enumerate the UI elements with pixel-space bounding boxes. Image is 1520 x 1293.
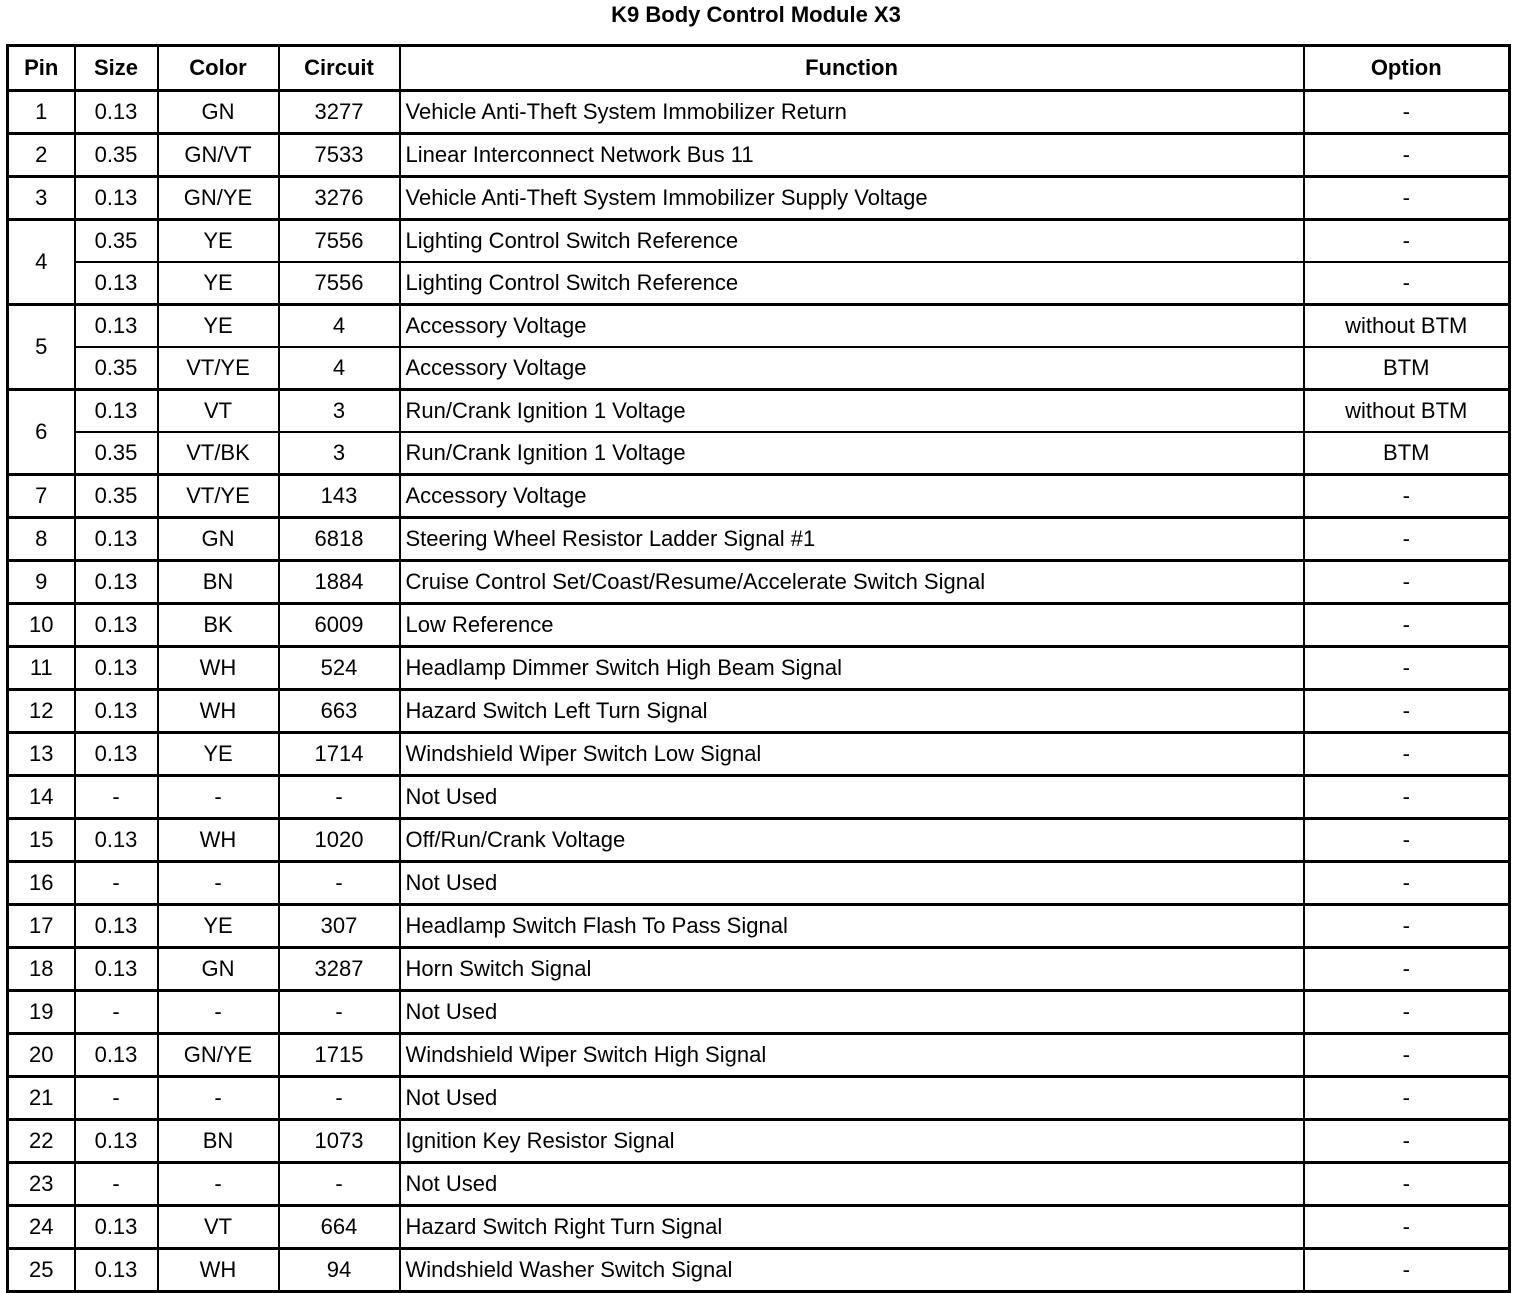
cell-size: 0.13: [75, 690, 158, 733]
cell-circuit: -: [279, 776, 400, 819]
cell-pin: 11: [8, 647, 75, 690]
cell-size: 0.35: [75, 347, 158, 390]
cell-function: Hazard Switch Left Turn Signal: [400, 690, 1304, 733]
cell-option: -: [1304, 1249, 1510, 1292]
cell-option: -: [1304, 819, 1510, 862]
cell-function: Not Used: [400, 991, 1304, 1034]
cell-size: 0.13: [75, 1206, 158, 1249]
header-function: Function: [400, 46, 1304, 91]
cell-pin: 14: [8, 776, 75, 819]
cell-option: -: [1304, 1120, 1510, 1163]
cell-option: -: [1304, 948, 1510, 991]
cell-pin: 19: [8, 991, 75, 1034]
cell-pin: 17: [8, 905, 75, 948]
cell-pin: 23: [8, 1163, 75, 1206]
cell-option: -: [1304, 475, 1510, 518]
header-size: Size: [75, 46, 158, 91]
cell-pin: 25: [8, 1249, 75, 1292]
cell-size: 0.13: [75, 647, 158, 690]
table-row: [8, 733, 1510, 776]
cell-color: WH: [158, 647, 279, 690]
cell-function: Linear Interconnect Network Bus 11: [400, 134, 1304, 177]
cell-color: -: [158, 1163, 279, 1206]
cell-circuit: 524: [279, 647, 400, 690]
table-row: [8, 134, 1510, 177]
cell-circuit: 1715: [279, 1034, 400, 1077]
cell-option: -: [1304, 262, 1510, 305]
table-row: [8, 220, 1510, 263]
cell-function: Lighting Control Switch Reference: [400, 220, 1304, 263]
cell-function: Headlamp Dimmer Switch High Beam Signal: [400, 647, 1304, 690]
cell-function: Windshield Wiper Switch High Signal: [400, 1034, 1304, 1077]
cell-size: 0.13: [75, 1120, 158, 1163]
cell-circuit: 307: [279, 905, 400, 948]
cell-color: WH: [158, 690, 279, 733]
cell-function: Run/Crank Ignition 1 Voltage: [400, 390, 1304, 433]
cell-function: Vehicle Anti-Theft System Immobilizer Return: [400, 91, 1304, 134]
cell-function: Ignition Key Resistor Signal: [400, 1120, 1304, 1163]
table-row: [8, 647, 1510, 690]
cell-circuit: 1714: [279, 733, 400, 776]
cell-size: 0.35: [75, 134, 158, 177]
cell-circuit: 1020: [279, 819, 400, 862]
cell-function: Not Used: [400, 776, 1304, 819]
table-row: [8, 862, 1510, 905]
cell-size: 0.13: [75, 733, 158, 776]
cell-pin: 5: [8, 305, 75, 390]
cell-color: BN: [158, 1120, 279, 1163]
cell-size: -: [75, 1163, 158, 1206]
cell-size: 0.35: [75, 432, 158, 475]
cell-function: Not Used: [400, 1163, 1304, 1206]
cell-pin: 4: [8, 220, 75, 305]
cell-circuit: 3276: [279, 177, 400, 220]
cell-pin: 15: [8, 819, 75, 862]
cell-circuit: -: [279, 862, 400, 905]
table-row: [8, 948, 1510, 991]
cell-option: -: [1304, 134, 1510, 177]
cell-option: -: [1304, 905, 1510, 948]
cell-option: without BTM: [1304, 390, 1510, 433]
cell-color: YE: [158, 220, 279, 263]
cell-pin: 22: [8, 1120, 75, 1163]
cell-option: -: [1304, 604, 1510, 647]
cell-function: Windshield Wiper Switch Low Signal: [400, 733, 1304, 776]
cell-option: -: [1304, 733, 1510, 776]
cell-option: -: [1304, 220, 1510, 263]
cell-color: WH: [158, 1249, 279, 1292]
cell-circuit: 1073: [279, 1120, 400, 1163]
cell-color: -: [158, 776, 279, 819]
cell-option: -: [1304, 1034, 1510, 1077]
table-header: [8, 46, 1510, 91]
cell-option: -: [1304, 776, 1510, 819]
cell-option: -: [1304, 647, 1510, 690]
table-row: [8, 776, 1510, 819]
cell-circuit: -: [279, 1077, 400, 1120]
cell-function: Horn Switch Signal: [400, 948, 1304, 991]
cell-size: 0.13: [75, 1249, 158, 1292]
cell-color: GN: [158, 948, 279, 991]
cell-circuit: 7556: [279, 220, 400, 263]
cell-pin: 18: [8, 948, 75, 991]
cell-function: Not Used: [400, 1077, 1304, 1120]
cell-color: -: [158, 991, 279, 1034]
table-body: [8, 91, 1510, 1292]
cell-color: YE: [158, 733, 279, 776]
table-row: [8, 1163, 1510, 1206]
cell-option: -: [1304, 561, 1510, 604]
cell-option: -: [1304, 991, 1510, 1034]
cell-color: VT/YE: [158, 347, 279, 390]
cell-function: Hazard Switch Right Turn Signal: [400, 1206, 1304, 1249]
cell-size: 0.13: [75, 91, 158, 134]
header-pin: Pin: [8, 46, 75, 91]
cell-option: -: [1304, 518, 1510, 561]
cell-circuit: 3: [279, 432, 400, 475]
cell-circuit: 6818: [279, 518, 400, 561]
cell-color: BK: [158, 604, 279, 647]
pinout-table: [6, 44, 1511, 1293]
cell-circuit: 4: [279, 347, 400, 390]
cell-size: 0.13: [75, 518, 158, 561]
table-row: [8, 305, 1510, 348]
table-row: [8, 819, 1510, 862]
cell-function: Headlamp Switch Flash To Pass Signal: [400, 905, 1304, 948]
cell-option: BTM: [1304, 432, 1510, 475]
cell-function: Windshield Washer Switch Signal: [400, 1249, 1304, 1292]
table-row: [8, 177, 1510, 220]
cell-circuit: 663: [279, 690, 400, 733]
cell-color: GN: [158, 518, 279, 561]
cell-function: Not Used: [400, 862, 1304, 905]
cell-color: WH: [158, 819, 279, 862]
table-row: [8, 690, 1510, 733]
cell-size: 0.13: [75, 305, 158, 348]
cell-color: -: [158, 1077, 279, 1120]
cell-pin: 2: [8, 134, 75, 177]
cell-circuit: 6009: [279, 604, 400, 647]
cell-size: 0.13: [75, 819, 158, 862]
cell-option: -: [1304, 177, 1510, 220]
cell-color: VT: [158, 390, 279, 433]
cell-pin: 3: [8, 177, 75, 220]
cell-color: VT: [158, 1206, 279, 1249]
cell-pin: 9: [8, 561, 75, 604]
table-row: [8, 1034, 1510, 1077]
table-row: [8, 1120, 1510, 1163]
cell-size: 0.13: [75, 390, 158, 433]
cell-circuit: 1884: [279, 561, 400, 604]
cell-circuit: 664: [279, 1206, 400, 1249]
cell-option: -: [1304, 1206, 1510, 1249]
cell-pin: 20: [8, 1034, 75, 1077]
cell-pin: 7: [8, 475, 75, 518]
cell-size: -: [75, 1077, 158, 1120]
cell-function: Steering Wheel Resistor Ladder Signal #1: [400, 518, 1304, 561]
cell-color: VT/BK: [158, 432, 279, 475]
table-row: [8, 1077, 1510, 1120]
cell-function: Off/Run/Crank Voltage: [400, 819, 1304, 862]
cell-pin: 6: [8, 390, 75, 475]
table-row: [8, 1249, 1510, 1292]
cell-circuit: 7556: [279, 262, 400, 305]
table-row: [8, 604, 1510, 647]
cell-pin: 13: [8, 733, 75, 776]
cell-function: Cruise Control Set/Coast/Resume/Accelerate Switch Signal: [400, 561, 1304, 604]
cell-circuit: -: [279, 991, 400, 1034]
table-row: [8, 905, 1510, 948]
cell-color: GN/VT: [158, 134, 279, 177]
cell-circuit: 3277: [279, 91, 400, 134]
cell-size: 0.13: [75, 948, 158, 991]
table-row: [8, 262, 1510, 305]
cell-size: -: [75, 776, 158, 819]
cell-option: BTM: [1304, 347, 1510, 390]
cell-function: Lighting Control Switch Reference: [400, 262, 1304, 305]
cell-pin: 8: [8, 518, 75, 561]
cell-option: -: [1304, 91, 1510, 134]
cell-color: YE: [158, 905, 279, 948]
table-row: [8, 991, 1510, 1034]
cell-pin: 24: [8, 1206, 75, 1249]
cell-pin: 12: [8, 690, 75, 733]
cell-size: 0.13: [75, 561, 158, 604]
cell-circuit: 4: [279, 305, 400, 348]
cell-size: 0.35: [75, 220, 158, 263]
cell-function: Vehicle Anti-Theft System Immobilizer Supply Voltage: [400, 177, 1304, 220]
cell-pin: 10: [8, 604, 75, 647]
cell-option: -: [1304, 1163, 1510, 1206]
cell-color: YE: [158, 305, 279, 348]
header-row: [8, 46, 1510, 91]
table-row: [8, 561, 1510, 604]
cell-pin: 21: [8, 1077, 75, 1120]
cell-color: GN: [158, 91, 279, 134]
cell-size: 0.13: [75, 604, 158, 647]
cell-size: 0.13: [75, 177, 158, 220]
cell-size: -: [75, 862, 158, 905]
cell-size: -: [75, 991, 158, 1034]
cell-function: Accessory Voltage: [400, 305, 1304, 348]
cell-pin: 1: [8, 91, 75, 134]
cell-circuit: -: [279, 1163, 400, 1206]
cell-color: GN/YE: [158, 1034, 279, 1077]
cell-circuit: 3: [279, 390, 400, 433]
table-row: [8, 518, 1510, 561]
cell-circuit: 3287: [279, 948, 400, 991]
cell-option: -: [1304, 690, 1510, 733]
cell-size: 0.13: [75, 1034, 158, 1077]
table-row: [8, 1206, 1510, 1249]
cell-function: Accessory Voltage: [400, 475, 1304, 518]
header-option: Option: [1304, 46, 1510, 91]
cell-function: Accessory Voltage: [400, 347, 1304, 390]
table-row: [8, 91, 1510, 134]
header-color: Color: [158, 46, 279, 91]
cell-color: GN/YE: [158, 177, 279, 220]
cell-size: 0.13: [75, 905, 158, 948]
cell-size: 0.13: [75, 262, 158, 305]
header-circuit: Circuit: [279, 46, 400, 91]
table-row: [8, 390, 1510, 433]
document-title: K9 Body Control Module X3: [611, 2, 901, 27]
cell-circuit: 143: [279, 475, 400, 518]
cell-color: BN: [158, 561, 279, 604]
cell-color: VT/YE: [158, 475, 279, 518]
cell-circuit: 7533: [279, 134, 400, 177]
cell-option: -: [1304, 1077, 1510, 1120]
cell-color: -: [158, 862, 279, 905]
table-row: [8, 432, 1510, 475]
cell-pin: 16: [8, 862, 75, 905]
table-row: [8, 475, 1510, 518]
cell-color: YE: [158, 262, 279, 305]
cell-option: without BTM: [1304, 305, 1510, 348]
cell-function: Low Reference: [400, 604, 1304, 647]
cell-function: Run/Crank Ignition 1 Voltage: [400, 432, 1304, 475]
cell-size: 0.35: [75, 475, 158, 518]
cell-option: -: [1304, 862, 1510, 905]
cell-circuit: 94: [279, 1249, 400, 1292]
table-row: [8, 347, 1510, 390]
